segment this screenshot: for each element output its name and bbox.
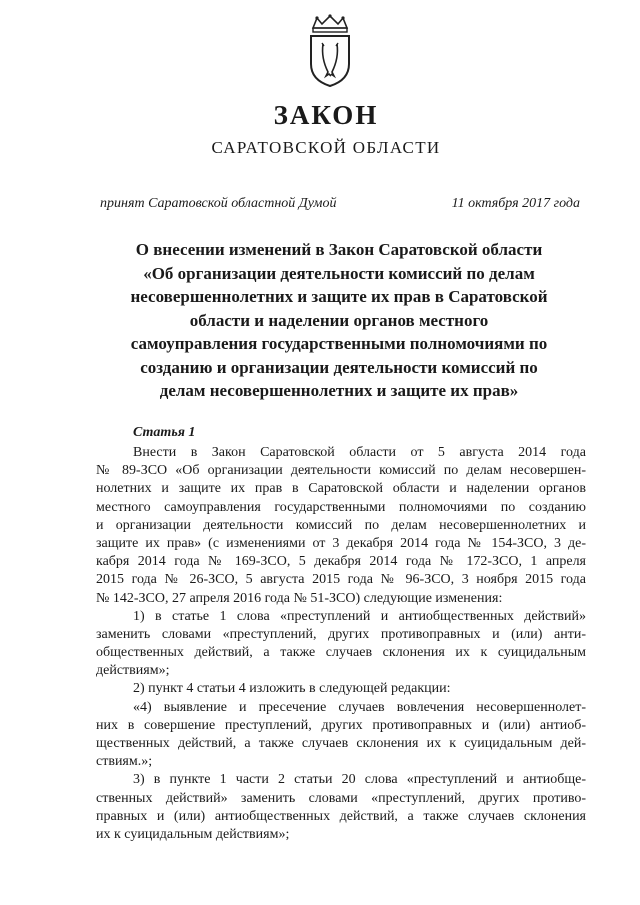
heading-line: созданию и организации деятельности комиссий по <box>140 357 538 377</box>
body-line: действиям»; <box>96 663 170 679</box>
adopted-date: 11 октября 2017 года <box>451 196 580 211</box>
body-line: правных и (или) антиобщественных действий, а также случаев склонения <box>96 808 586 824</box>
body-line: местного самоуправления государственными полномочиями по созданию <box>96 499 586 515</box>
body-line: защите их прав» (с изменениями от 3 декабря 2014 года № 154-ЗСО, 3 де- <box>96 535 586 551</box>
heading-line: О внесении изменений в Закон Саратовской области <box>135 240 543 259</box>
body-line: кабря 2014 года № 169-ЗСО, 5 декабря 2014 года № 172-ЗСО, 1 апреля <box>96 554 586 570</box>
body-line: ствиям.»; <box>96 754 153 770</box>
body-line: их к суицидальным действиям»; <box>96 826 290 842</box>
body-line: № 89-ЗСО «Об организации деятельности комиссий по делам несовершен- <box>96 463 586 479</box>
body-line: общественных действий, а также случаев склонения их к суицидальным <box>96 645 586 661</box>
heading-line: области и наделении органов местного <box>189 310 489 330</box>
heading-line: самоуправления государственными полномочиями по <box>130 334 548 353</box>
region-name: САРАТОВСКОЙ ОБЛАСТИ <box>211 138 441 157</box>
body-line: № 142-ЗСО, 27 апреля 2016 года № 51-ЗСО) следующие изменения: <box>96 590 503 606</box>
body-line: и организации деятельности комиссий по делам несовершеннолетних и <box>96 517 586 533</box>
law-title: ЗАКОН <box>273 100 379 130</box>
body-line: Внести в Закон Саратовской области от 5 августа 2014 года <box>133 445 586 460</box>
body-line: 2) пункт 4 статьи 4 изложить в следующей редакции: <box>133 681 451 697</box>
body-line: 3) в пункте 1 части 2 статьи 20 слова «преступлений и антиобще- <box>133 772 586 788</box>
heading-line: делам несовершеннолетних и защите их прав» <box>159 381 519 400</box>
saratov-coat-of-arms-icon <box>305 14 355 88</box>
adopted-by: принят Саратовской областной Думой <box>100 196 337 211</box>
body-line: нолетних и защите их прав в Саратовской области и наделении органов <box>96 481 586 497</box>
body-line: 2015 года № 26-ЗСО, 5 августа 2015 года № 96-ЗСО, 3 ноября 2015 года <box>96 572 586 588</box>
document-heading <box>90 238 588 403</box>
body-line: 1) в статье 1 слова «преступлений и антиобщественных действий» <box>133 608 586 624</box>
article-body <box>96 444 586 844</box>
body-line: заменить словами «преступлений, других противоправных и (или) анти- <box>96 626 586 642</box>
body-line: «4) выявление и пресечение случаев вовлечения несовершеннолет- <box>133 699 586 715</box>
article-title: Статья 1 <box>133 425 196 440</box>
body-line: ственных действий» заменить словами «преступлений, других противо- <box>96 790 586 806</box>
heading-line: несовершеннолетних и защите их прав в Саратовской <box>130 287 548 306</box>
body-line: щественных действий, а также случаев склонения их к суицидальным дей- <box>96 736 586 751</box>
body-line: них в совершение преступлений, других противоправных и (или) антиоб- <box>96 717 586 733</box>
heading-line: «Об организации деятельности комиссий по делам <box>143 263 535 283</box>
